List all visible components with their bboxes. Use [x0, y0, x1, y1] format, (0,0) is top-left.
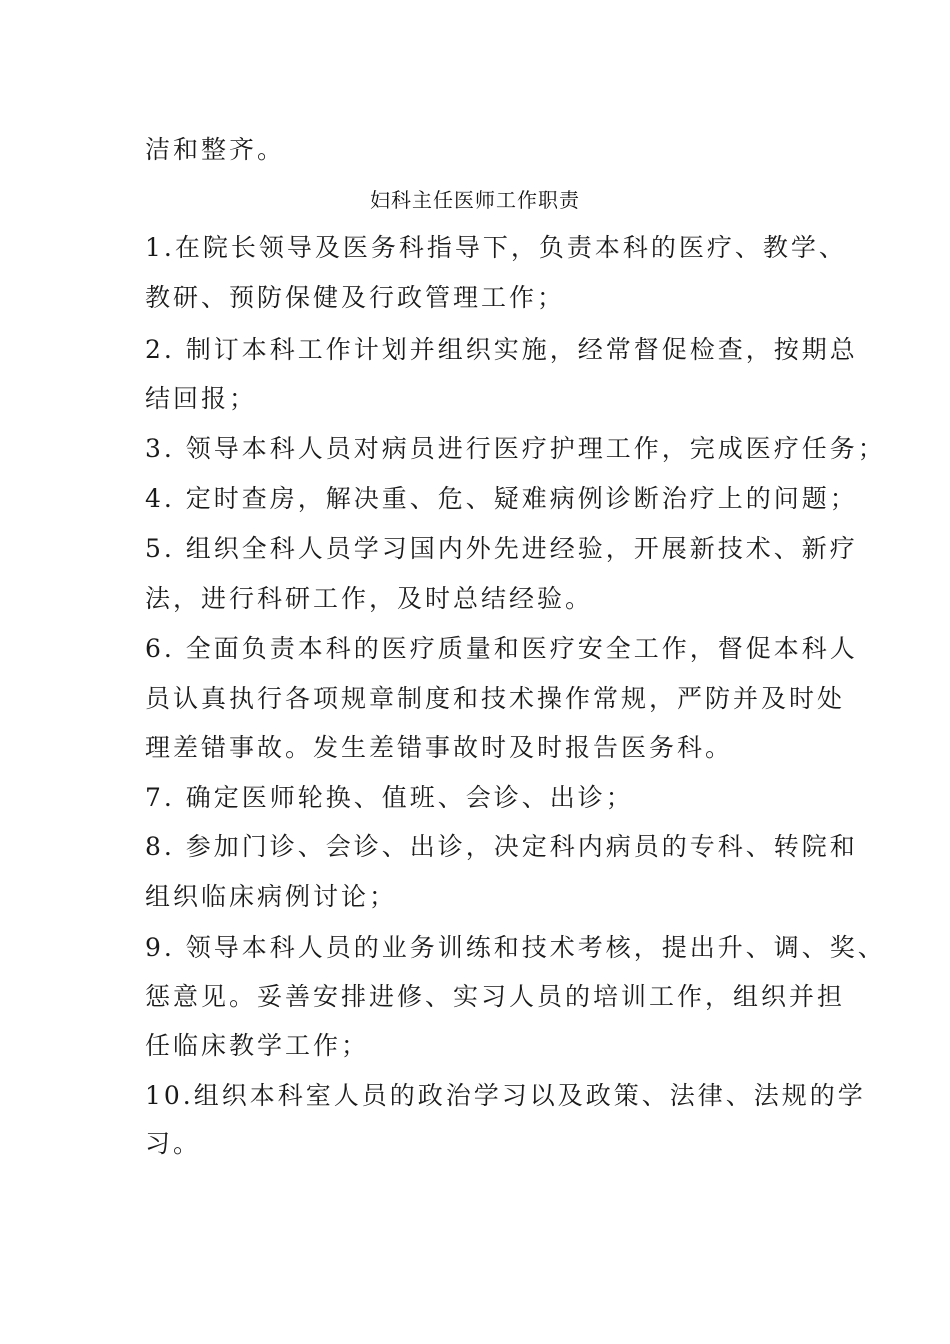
duty-line: 理差错事故。发生差错事故时及时报告医务科。 [145, 733, 734, 762]
duty-line: 4. 定时查房，解决重、危、疑难病例诊断治疗上的问题； [145, 484, 858, 513]
duty-line: 2. 制订本科工作计划并组织实施，经常督促检查，按期总 [145, 335, 858, 364]
duty-line: 结回报； [145, 384, 258, 413]
duty-line: 员认真执行各项规章制度和技术操作常规，严防并及时处 [145, 684, 846, 713]
duty-line: 7. 确定医师轮换、值班、会诊、出诊； [145, 783, 634, 812]
duty-line: 法，进行科研工作，及时总结经验。 [145, 584, 594, 613]
page-title: 妇科主任医师工作职责 [370, 188, 580, 212]
duty-line: 习。 [145, 1129, 202, 1158]
duty-line: 6. 全面负责本科的医疗质量和医疗安全工作，督促本科人 [145, 634, 858, 663]
duty-line: 1.在院长领导及医务科指导下，负责本科的医疗、教学、 [145, 233, 847, 262]
duty-line: 惩意见。妥善安排进修、实习人员的培训工作，组织并担 [145, 982, 846, 1011]
duty-line: 3. 领导本科人员对病员进行医疗护理工作，完成医疗任务； [145, 434, 886, 463]
duty-line: 5. 组织全科人员学习国内外先进经验，开展新技术、新疗 [145, 534, 858, 563]
duty-line: 任临床教学工作； [145, 1031, 370, 1060]
continuation-text: 洁和整齐。 [145, 135, 286, 164]
duty-line: 8. 参加门诊、会诊、出诊，决定科内病员的专科、转院和 [145, 832, 858, 861]
duty-line: 10.组织本科室人员的政治学习以及政策、法律、法规的学 [145, 1081, 866, 1110]
duty-line: 9. 领导本科人员的业务训练和技术考核，提出升、调、奖、 [145, 933, 886, 962]
duty-line: 组织临床病例讨论； [145, 882, 398, 911]
duty-line: 教研、预防保健及行政管理工作； [145, 283, 566, 312]
